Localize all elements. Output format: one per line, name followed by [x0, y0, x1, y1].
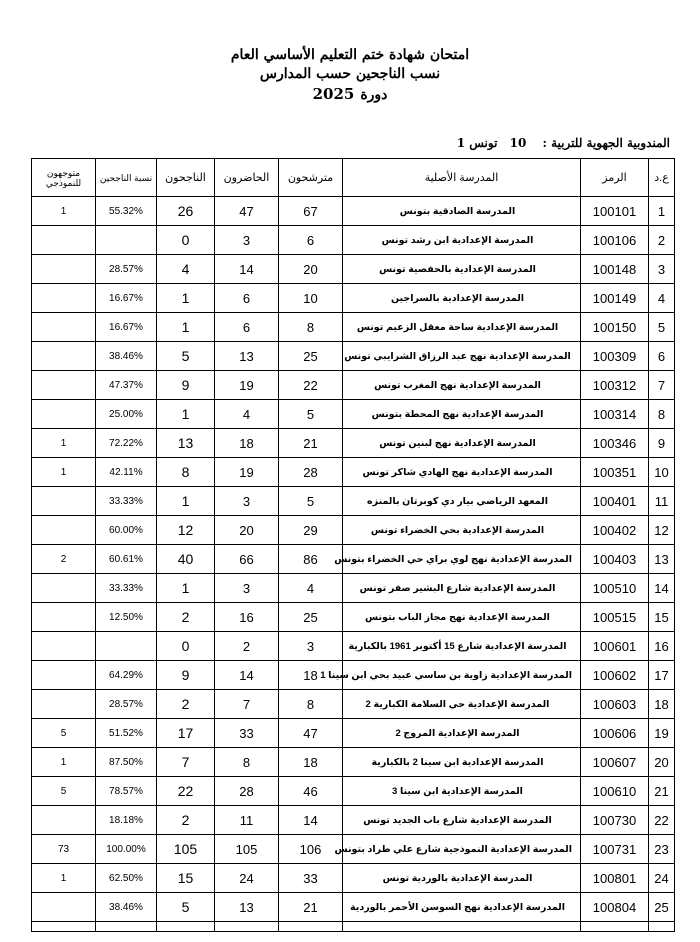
row-code: 100403	[581, 545, 649, 574]
header-code: الرمز	[581, 159, 649, 197]
table-row	[32, 516, 675, 545]
row-school-name: المدرسة الإعدادية المروج 2	[343, 719, 581, 748]
header-passed: الناجحون	[157, 159, 215, 197]
results-table	[31, 158, 675, 932]
row-code: 100606	[581, 719, 649, 748]
table-body	[32, 197, 675, 932]
row-code: 100150	[581, 313, 649, 342]
row-code: 100401	[581, 487, 649, 516]
row-registered: 67	[279, 197, 343, 226]
row-passed: 13	[157, 429, 215, 458]
session-line	[0, 84, 700, 105]
row-oriented	[32, 226, 96, 255]
row-pass-rate: 28.57%	[96, 690, 157, 719]
row-registered: 21	[279, 893, 343, 922]
table-row	[32, 690, 675, 719]
row-present: 47	[215, 197, 279, 226]
row-pass-rate: 38.46%	[96, 342, 157, 371]
row-code: 100804	[581, 893, 649, 922]
table-row-partial	[32, 922, 675, 932]
row-index: 2	[649, 226, 675, 255]
row-pass-rate: 78.57%	[96, 777, 157, 806]
row-passed: 0	[157, 226, 215, 255]
table-row	[32, 574, 675, 603]
header-idx: ع.د	[649, 159, 675, 197]
row-passed: 9	[157, 371, 215, 400]
row-oriented	[32, 806, 96, 835]
row-passed: 1	[157, 313, 215, 342]
row-index: 25	[649, 893, 675, 922]
row-registered: 28	[279, 458, 343, 487]
row-oriented	[32, 893, 96, 922]
row-passed: 7	[157, 748, 215, 777]
row-passed: 5	[157, 893, 215, 922]
table-row	[32, 777, 675, 806]
row-present: 33	[215, 719, 279, 748]
row-passed: 40	[157, 545, 215, 574]
row-code: 100314	[581, 400, 649, 429]
row-passed: 2	[157, 690, 215, 719]
row-index: 14	[649, 574, 675, 603]
row-school-name: المدرسة الإعدادية نهج لوي براي حي الخضراء بتونس	[343, 545, 581, 574]
row-code: 100610	[581, 777, 649, 806]
row-code: 100351	[581, 458, 649, 487]
document-header	[0, 46, 700, 105]
row-school-name: المدرسة الإعدادية زاوية بن ساسي عبيد بحي ابن سينا 1	[343, 661, 581, 690]
row-school-name: المدرسة الإعدادية ابن رشد تونس	[343, 226, 581, 255]
row-index: 10	[649, 458, 675, 487]
row-school-name: المدرسة الإعدادية بالوردية تونس	[343, 864, 581, 893]
row-present: 4	[215, 400, 279, 429]
row-code: 100515	[581, 603, 649, 632]
table-row	[32, 226, 675, 255]
row-pass-rate: 55.32%	[96, 197, 157, 226]
row-passed: 26	[157, 197, 215, 226]
row-pass-rate: 60.61%	[96, 545, 157, 574]
row-oriented	[32, 516, 96, 545]
row-pass-rate: 64.29%	[96, 661, 157, 690]
header-present: الحاضرون	[215, 159, 279, 197]
document-title: امتحان شهادة ختم التعليم الأساسي العام	[230, 47, 470, 63]
row-code: 100402	[581, 516, 649, 545]
row-present: 14	[215, 661, 279, 690]
row-oriented	[32, 342, 96, 371]
empty-cell	[649, 922, 675, 932]
row-oriented	[32, 284, 96, 313]
empty-cell	[32, 922, 96, 932]
row-school-name: المدرسة الإعدادية نهج المحطة بتونس	[343, 400, 581, 429]
row-registered: 3	[279, 632, 343, 661]
table-header-row	[32, 159, 675, 197]
row-pass-rate	[96, 632, 157, 661]
row-code: 100510	[581, 574, 649, 603]
row-registered: 10	[279, 284, 343, 313]
row-oriented: 1	[32, 197, 96, 226]
row-oriented	[32, 487, 96, 516]
empty-cell	[343, 922, 581, 932]
row-school-name: المدرسة الإعدادية ابن سينا 3	[343, 777, 581, 806]
table-row	[32, 255, 675, 284]
row-index: 8	[649, 400, 675, 429]
region-code: 10	[509, 136, 527, 150]
row-pass-rate: 16.67%	[96, 313, 157, 342]
row-passed: 2	[157, 806, 215, 835]
table-row	[32, 400, 675, 429]
row-index: 13	[649, 545, 675, 574]
row-index: 12	[649, 516, 675, 545]
row-registered: 20	[279, 255, 343, 284]
region-label: المندوبية الجهوية للتربية :	[542, 136, 670, 150]
row-passed: 15	[157, 864, 215, 893]
row-index: 1	[649, 197, 675, 226]
row-index: 19	[649, 719, 675, 748]
table-row	[32, 458, 675, 487]
row-registered: 46	[279, 777, 343, 806]
row-pass-rate: 42.11%	[96, 458, 157, 487]
row-pass-rate: 28.57%	[96, 255, 157, 284]
row-index: 18	[649, 690, 675, 719]
row-code: 100309	[581, 342, 649, 371]
empty-cell	[279, 922, 343, 932]
empty-cell	[215, 922, 279, 932]
row-oriented: 1	[32, 458, 96, 487]
region-name: تونس 1	[456, 136, 498, 150]
row-registered: 25	[279, 342, 343, 371]
row-oriented: 1	[32, 429, 96, 458]
row-oriented: 73	[32, 835, 96, 864]
row-registered: 25	[279, 603, 343, 632]
row-code: 100607	[581, 748, 649, 777]
row-oriented: 1	[32, 864, 96, 893]
row-registered: 6	[279, 226, 343, 255]
table-row	[32, 748, 675, 777]
empty-cell	[96, 922, 157, 932]
empty-cell	[581, 922, 649, 932]
row-present: 24	[215, 864, 279, 893]
table-row	[32, 313, 675, 342]
row-oriented: 5	[32, 719, 96, 748]
row-code: 100601	[581, 632, 649, 661]
session-year: 2025	[312, 85, 355, 103]
row-passed: 1	[157, 487, 215, 516]
row-index: 9	[649, 429, 675, 458]
row-index: 4	[649, 284, 675, 313]
row-school-name: المدرسة الإعدادية شارع البشير صفر تونس	[343, 574, 581, 603]
row-present: 14	[215, 255, 279, 284]
header-registered: مترشحون	[279, 159, 343, 197]
row-oriented	[32, 574, 96, 603]
row-registered: 47	[279, 719, 343, 748]
header-oriented: متوجهون للنموذجي	[32, 159, 96, 197]
row-pass-rate: 33.33%	[96, 487, 157, 516]
row-registered: 8	[279, 313, 343, 342]
row-index: 15	[649, 603, 675, 632]
row-oriented	[32, 371, 96, 400]
row-school-name: المدرسة الإعدادية نهج عبد الرزاق الشرايبي تونس	[343, 342, 581, 371]
row-present: 6	[215, 284, 279, 313]
row-index: 17	[649, 661, 675, 690]
row-registered: 5	[279, 400, 343, 429]
row-passed: 2	[157, 603, 215, 632]
row-school-name: المدرسة الإعدادية ابن سينا 2 بالكبارية	[343, 748, 581, 777]
row-present: 16	[215, 603, 279, 632]
row-school-name: المدرسة الإعدادية بحي الخضراء تونس	[343, 516, 581, 545]
region-line	[457, 136, 670, 150]
row-school-name: المدرسة الإعدادية نهج الهادي شاكر تونس	[343, 458, 581, 487]
row-present: 28	[215, 777, 279, 806]
row-code: 100801	[581, 864, 649, 893]
row-code: 100731	[581, 835, 649, 864]
row-pass-rate: 60.00%	[96, 516, 157, 545]
table-row	[32, 893, 675, 922]
row-present: 8	[215, 748, 279, 777]
row-index: 7	[649, 371, 675, 400]
row-pass-rate: 18.18%	[96, 806, 157, 835]
header-rate: نسبة الناجحين	[96, 159, 157, 197]
row-pass-rate: 47.37%	[96, 371, 157, 400]
row-pass-rate: 72.22%	[96, 429, 157, 458]
row-index: 24	[649, 864, 675, 893]
table-row	[32, 835, 675, 864]
row-code: 100106	[581, 226, 649, 255]
row-school-name: المدرسة الصادقية بتونس	[343, 197, 581, 226]
document-subtitle: نسب الناجحين حسب المدارس	[259, 66, 441, 82]
row-registered: 14	[279, 806, 343, 835]
row-passed: 1	[157, 400, 215, 429]
table-row	[32, 603, 675, 632]
row-pass-rate: 38.46%	[96, 893, 157, 922]
row-school-name: المدرسة الإعدادية نهج المغرب تونس	[343, 371, 581, 400]
table-row	[32, 371, 675, 400]
row-registered: 29	[279, 516, 343, 545]
row-oriented: 2	[32, 545, 96, 574]
row-index: 23	[649, 835, 675, 864]
row-school-name: المدرسة الإعدادية النموذجية شارع علي طراد بتونس	[343, 835, 581, 864]
table-row	[32, 284, 675, 313]
row-registered: 5	[279, 487, 343, 516]
row-school-name: المدرسة الإعدادية بالسراجين	[343, 284, 581, 313]
row-index: 6	[649, 342, 675, 371]
row-registered: 86	[279, 545, 343, 574]
row-school-name: المدرسة الإعدادية نهج لبنين تونس	[343, 429, 581, 458]
header-school: المدرسة الأصلية	[343, 159, 581, 197]
row-school-name: المدرسة الإعدادية شارع باب الجديد تونس	[343, 806, 581, 835]
row-registered: 22	[279, 371, 343, 400]
row-code: 100603	[581, 690, 649, 719]
row-present: 20	[215, 516, 279, 545]
row-pass-rate: 62.50%	[96, 864, 157, 893]
row-index: 22	[649, 806, 675, 835]
row-school-name: المدرسة الإعدادية حي السلامة الكبارية 2	[343, 690, 581, 719]
row-pass-rate: 87.50%	[96, 748, 157, 777]
row-code: 100148	[581, 255, 649, 284]
row-present: 3	[215, 226, 279, 255]
table-row	[32, 487, 675, 516]
table-row	[32, 632, 675, 661]
row-passed: 12	[157, 516, 215, 545]
row-school-name: المدرسة الإعدادية نهج مجاز الباب بتونس	[343, 603, 581, 632]
row-present: 13	[215, 893, 279, 922]
row-index: 16	[649, 632, 675, 661]
row-index: 11	[649, 487, 675, 516]
row-oriented	[32, 632, 96, 661]
row-registered: 106	[279, 835, 343, 864]
row-oriented	[32, 313, 96, 342]
row-pass-rate: 12.50%	[96, 603, 157, 632]
row-oriented	[32, 400, 96, 429]
row-registered: 8	[279, 690, 343, 719]
row-index: 3	[649, 255, 675, 284]
row-school-name: المدرسة الإعدادية ساحة معقل الزعيم تونس	[343, 313, 581, 342]
row-oriented	[32, 690, 96, 719]
row-present: 19	[215, 458, 279, 487]
table-row	[32, 864, 675, 893]
row-oriented	[32, 661, 96, 690]
table-row	[32, 429, 675, 458]
row-passed: 9	[157, 661, 215, 690]
row-passed: 4	[157, 255, 215, 284]
row-oriented: 1	[32, 748, 96, 777]
session-label: دورة	[360, 87, 388, 103]
row-present: 13	[215, 342, 279, 371]
row-pass-rate: 16.67%	[96, 284, 157, 313]
row-pass-rate: 51.52%	[96, 719, 157, 748]
row-index: 21	[649, 777, 675, 806]
row-present: 3	[215, 487, 279, 516]
row-passed: 105	[157, 835, 215, 864]
row-code: 100346	[581, 429, 649, 458]
row-present: 105	[215, 835, 279, 864]
row-present: 66	[215, 545, 279, 574]
row-pass-rate: 25.00%	[96, 400, 157, 429]
row-passed: 0	[157, 632, 215, 661]
row-present: 11	[215, 806, 279, 835]
row-pass-rate: 33.33%	[96, 574, 157, 603]
row-code: 100730	[581, 806, 649, 835]
table-row	[32, 719, 675, 748]
row-school-name: المدرسة الإعدادية شارع 15 أكتوبر 1961 بالكبارية	[343, 632, 581, 661]
row-school-name: المعهد الرياضي بيار دي كوبرتان بالمنزه	[343, 487, 581, 516]
row-passed: 1	[157, 284, 215, 313]
empty-cell	[157, 922, 215, 932]
row-pass-rate: 100.00%	[96, 835, 157, 864]
row-code: 100149	[581, 284, 649, 313]
table-row	[32, 545, 675, 574]
row-code: 100602	[581, 661, 649, 690]
row-pass-rate	[96, 226, 157, 255]
row-passed: 8	[157, 458, 215, 487]
row-passed: 22	[157, 777, 215, 806]
row-present: 2	[215, 632, 279, 661]
row-present: 3	[215, 574, 279, 603]
row-present: 6	[215, 313, 279, 342]
table-row	[32, 661, 675, 690]
row-registered: 18	[279, 748, 343, 777]
row-present: 19	[215, 371, 279, 400]
row-index: 20	[649, 748, 675, 777]
row-registered: 21	[279, 429, 343, 458]
row-passed: 5	[157, 342, 215, 371]
row-passed: 17	[157, 719, 215, 748]
row-present: 18	[215, 429, 279, 458]
row-registered: 33	[279, 864, 343, 893]
row-school-name: المدرسة الإعدادية نهج السوسن الأحمر بالوردية	[343, 893, 581, 922]
row-oriented	[32, 255, 96, 284]
row-school-name: المدرسة الإعدادية بالحفصية تونس	[343, 255, 581, 284]
row-code: 100101	[581, 197, 649, 226]
row-code: 100312	[581, 371, 649, 400]
table-row	[32, 806, 675, 835]
table-row	[32, 197, 675, 226]
row-index: 5	[649, 313, 675, 342]
table-row	[32, 342, 675, 371]
row-registered: 18	[279, 661, 343, 690]
row-registered: 4	[279, 574, 343, 603]
row-passed: 1	[157, 574, 215, 603]
row-present: 7	[215, 690, 279, 719]
row-oriented: 5	[32, 777, 96, 806]
row-oriented	[32, 603, 96, 632]
